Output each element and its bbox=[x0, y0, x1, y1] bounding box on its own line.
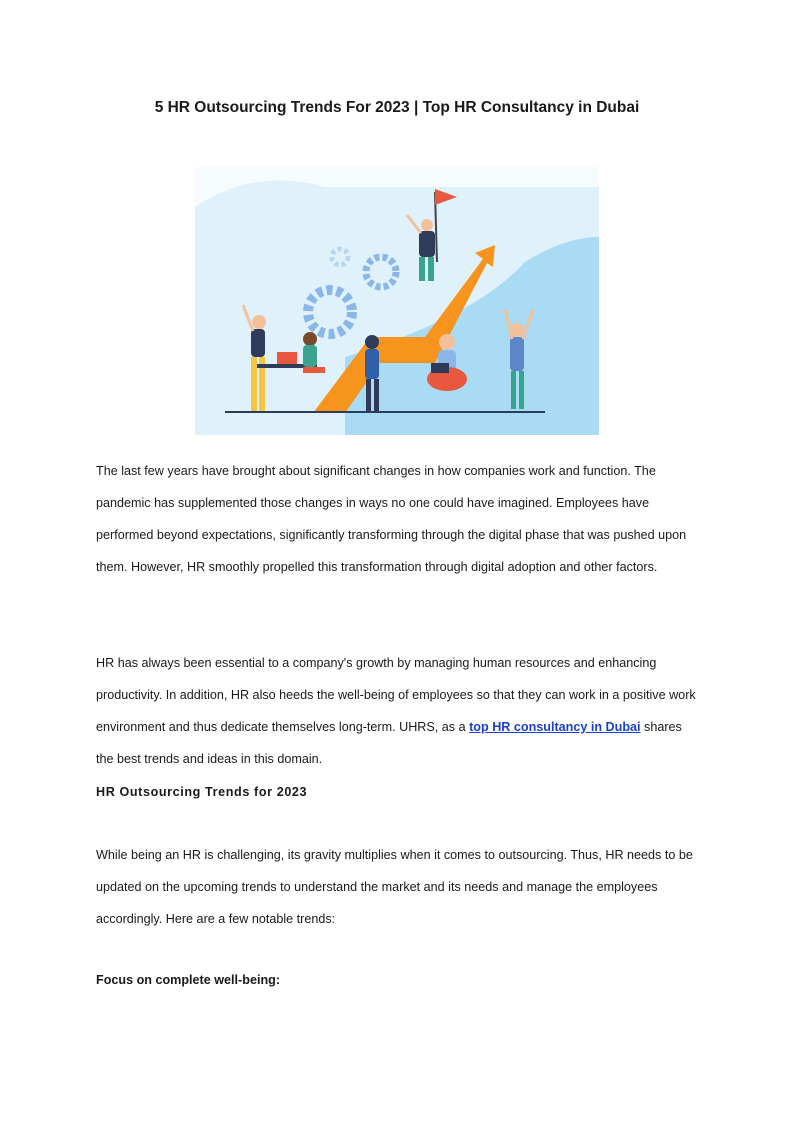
page-title: 5 HR Outsourcing Trends For 2023 | Top HR Consultancy in Dubai bbox=[154, 99, 640, 116]
hr-consultancy-link[interactable]: top HR consultancy in Dubai bbox=[469, 720, 641, 734]
trends-intro-paragraph: While being an HR is challenging, its gravity multiplies when it comes to outsourcing. Thus, HR needs to be updated on the upcoming trends to understand the market and its needs and manage the employees accordingly. Here are a few notable trends: bbox=[96, 848, 693, 926]
teamwork-growth-illustration-icon bbox=[195, 167, 599, 435]
paragraph-text: HR has always been essential to a company's growth by managing human resources and enhancing productivity. In addition, HR also heeds the well-being of employees so that they can work in a positive work environment and thus dedicate themselves long-term. UHRS, as a bbox=[96, 656, 696, 734]
hero-illustration bbox=[195, 167, 599, 435]
trend-subheading: Focus on complete well-being: bbox=[96, 973, 281, 987]
hr-role-paragraph bbox=[96, 647, 698, 775]
paragraph-text-end: shares the best trends and ideas in this domain. bbox=[96, 720, 682, 766]
section-heading: HR Outsourcing Trends for 2023 bbox=[96, 785, 308, 799]
intro-paragraph: The last few years have brought about significant changes in how companies work and function. The pandemic has supplemented those changes in ways no one could have imagined. Employees have performed beyond expectations, significantly transforming through the digital phase that was pushed upon them. However, HR smoothly propelled this transformation through digital adoption and other factors. bbox=[96, 464, 687, 574]
